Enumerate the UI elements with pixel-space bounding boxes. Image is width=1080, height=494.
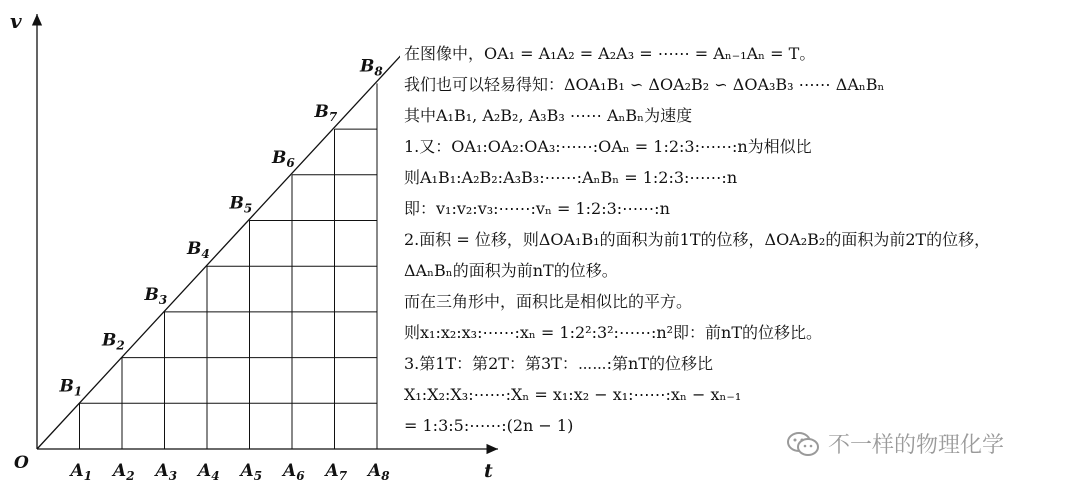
note-line: 2.面积 = 位移，则ΔOA₁B₁的面积为前1T的位移，ΔOA₂B₂的面积为前2T的位移，: [404, 230, 991, 249]
point-a2-label: $A_2$: [113, 461, 135, 483]
point-a3-label: $A_3$: [155, 461, 178, 483]
grid: [80, 83, 378, 449]
note-line: 则x₁:x₂:x₃:⋯⋯:xₙ = 1:2²:3²:⋯⋯:n²即：前nT的位移比。: [404, 323, 823, 342]
point-a5-label: $A_5$: [240, 461, 263, 483]
point-a7-label: $A_7$: [325, 461, 348, 483]
velocity-time-diagram: [0, 0, 400, 494]
point-b5-label: $B_5$: [229, 193, 253, 216]
wechat-icon: [786, 431, 820, 457]
note-line: 即：v₁:v₂:v₃:⋯⋯:vₙ = 1:2:3:⋯⋯:n: [404, 199, 670, 218]
explanation-text: [404, 38, 1076, 441]
point-a6-label: $A_6$: [283, 461, 305, 483]
point-b7-label: $B_7$: [314, 102, 338, 125]
origin-label: O: [14, 453, 29, 473]
point-b6-label: $B_6$: [272, 147, 295, 170]
watermark-text: 不一样的物理化学: [828, 433, 1005, 458]
diagonal-line: [37, 24, 400, 449]
note-line: 在图像中，OA₁ = A₁A₂ = A₂A₃ = ⋯⋯ = Aₙ₋₁Aₙ = T。: [404, 44, 816, 63]
note-line: 则A₁B₁:A₂B₂:A₃B₃:⋯⋯:AₙBₙ = 1:2:3:⋯⋯:n: [404, 168, 738, 187]
point-a4-label: $A_4$: [198, 461, 220, 483]
t-axis-label: t: [484, 460, 493, 482]
note-line: ΔAₙBₙ的面积为前nT的位移。: [404, 261, 618, 280]
watermark: [786, 428, 1004, 459]
note-line: 3.第1T：第2T：第3T：⋯⋯:第nT的位移比: [404, 354, 713, 373]
point-b1-label: $B_1$: [59, 376, 83, 399]
note-line: 其中A₁B₁, A₂B₂, A₃B₃ ⋯⋯ AₙBₙ为速度: [404, 106, 693, 125]
note-line: 而在三角形中，面积比是相似比的平方。: [404, 292, 693, 311]
point-b8-label: $B_8$: [360, 56, 383, 79]
v-axis-label: v: [10, 9, 22, 33]
point-b2-label: $B_2$: [102, 330, 125, 353]
a-labels: [69, 461, 391, 483]
note-line: X₁:X₂:X₃:⋯⋯:Xₙ = x₁:x₂ − x₁:⋯⋯:xₙ − xₙ₋₁: [404, 385, 742, 404]
point-b3-label: $B_3$: [144, 284, 168, 307]
note-line: 我们也可以轻易得知：ΔOA₁B₁ ∽ ΔOA₂B₂ ∽ ΔOA₃B₃ ⋯⋯ ΔAₙBₙ: [404, 75, 885, 94]
point-b4-label: $B_4$: [187, 239, 210, 262]
note-line: = 1:3:5:⋯⋯:(2n − 1): [404, 416, 574, 435]
point-a1-label: $A_1$: [70, 461, 93, 483]
note-line: 1.又：OA₁:OA₂:OA₃:⋯⋯:OAₙ = 1:2:3:⋯⋯:n为相似比: [404, 137, 812, 156]
point-a8-label: $A_8$: [368, 461, 390, 483]
